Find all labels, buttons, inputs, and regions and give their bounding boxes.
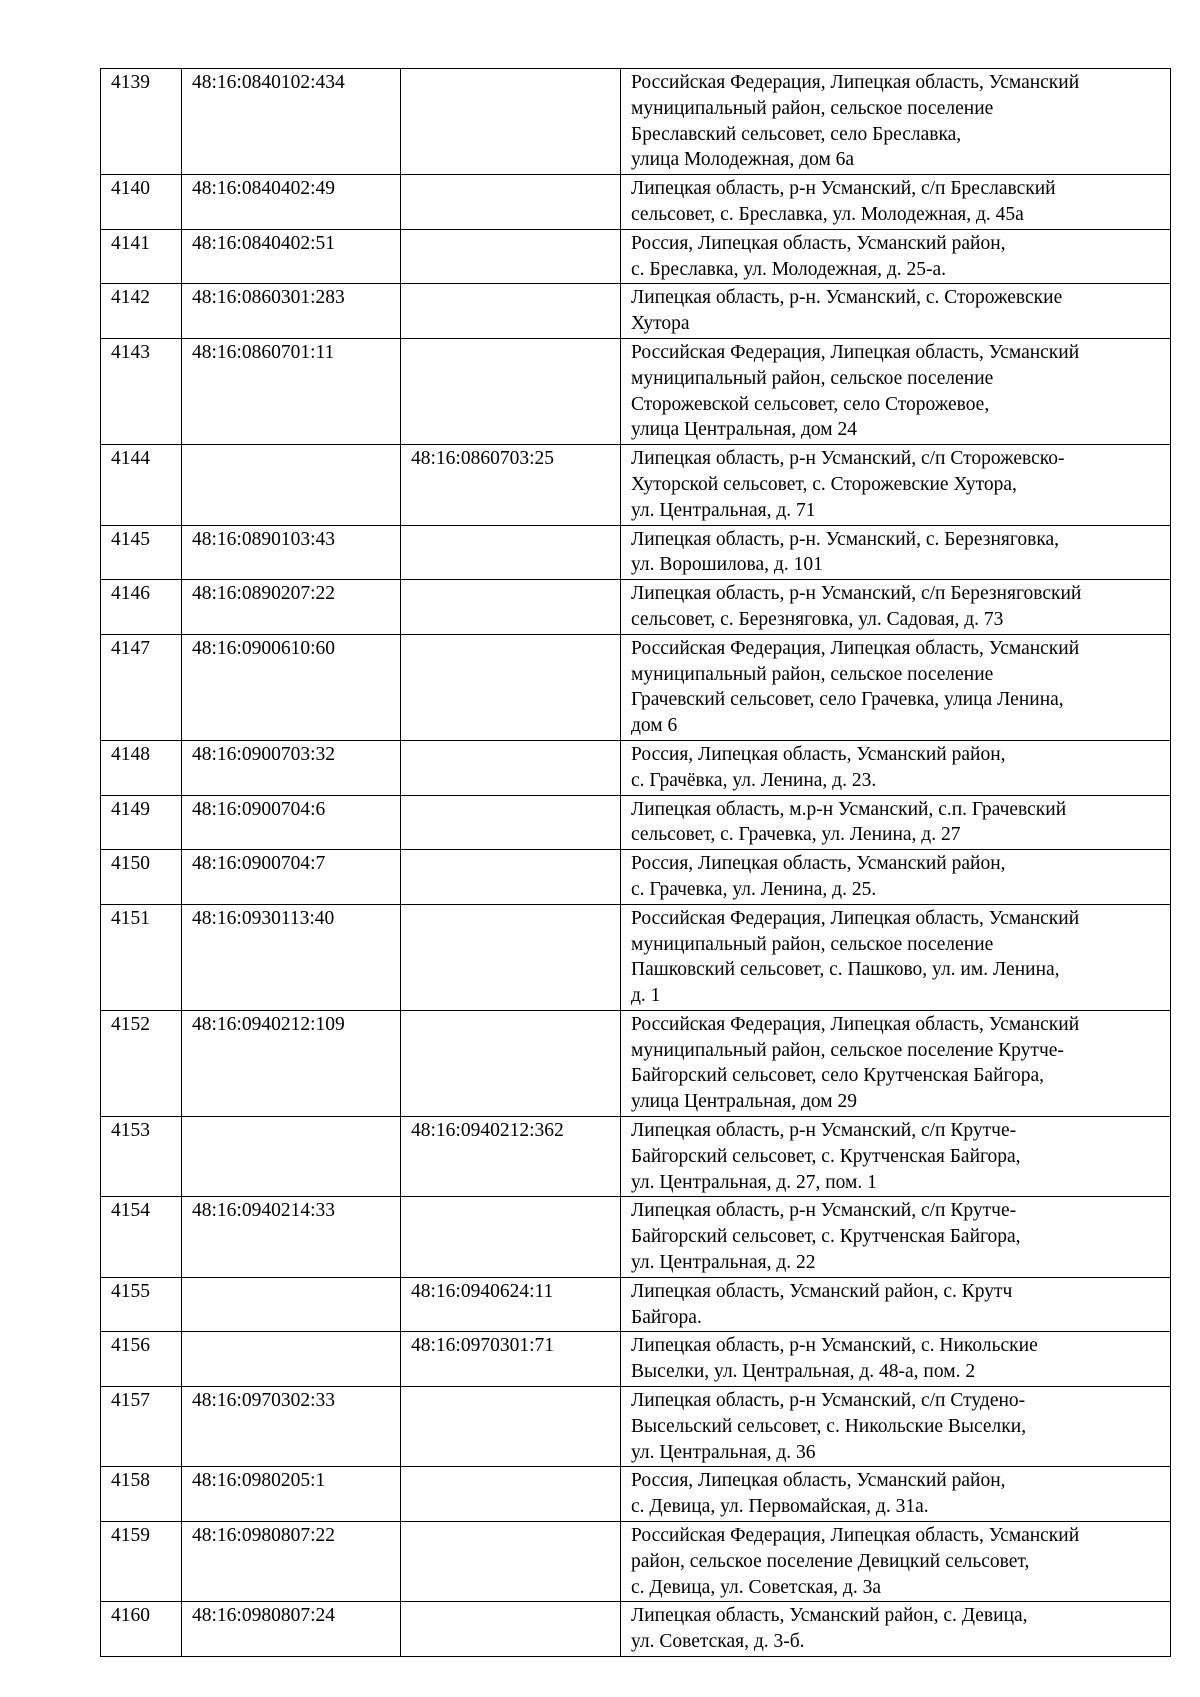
table-row [101,580,1171,635]
address: Липецкая область, р-н Усманский, с/п Крутче- Байгорский сельсовет, с. Крутченская Байгора, ул. Центральная, д. 27, пом. 1 [621,1117,1171,1197]
table-row [101,850,1171,905]
linked-cadastral-number [401,795,621,850]
address: Липецкая область, р-н Усманский, с/п Сторожевско- Хуторской сельсовет, с. Сторожевские Хутора, ул. Центральная, д. 71 [621,445,1171,525]
row-number: 4158 [101,1467,182,1522]
table-row [101,740,1171,795]
table-row [101,1387,1171,1467]
row-number: 4144 [101,445,182,525]
address: Россия, Липецкая область, Усманский район, с. Грачёвка, ул. Ленина, д. 23. [621,740,1171,795]
cadastral-number: 48:16:0840402:51 [182,229,401,284]
row-number: 4139 [101,69,182,175]
table-row [101,1602,1171,1657]
address: Липецкая область, р-н. Усманский, с. Сторожевские Хутора [621,284,1171,339]
address: Российская Федерация, Липецкая область, Усманский муниципальный район, сельское поселение Сторожевской сельсовет, село Сторожевое, улица Центральная, дом 24 [621,338,1171,444]
cadastral-number: 48:16:0900704:6 [182,795,401,850]
table-row [101,1117,1171,1197]
row-number: 4153 [101,1117,182,1197]
cadastral-number: 48:16:0940214:33 [182,1197,401,1277]
linked-cadastral-number [401,1467,621,1522]
row-number: 4146 [101,580,182,635]
address: Российская Федерация, Липецкая область, Усманский муниципальный район, сельское поселение Бреславский сельсовет, село Бреславка, улица Молодежная, дом 6а [621,69,1171,175]
table-row [101,69,1171,175]
linked-cadastral-number: 48:16:0860703:25 [401,445,621,525]
row-number: 4151 [101,904,182,1010]
cadastral-number: 48:16:0900703:32 [182,740,401,795]
row-number: 4150 [101,850,182,905]
table-row [101,175,1171,230]
row-number: 4154 [101,1197,182,1277]
linked-cadastral-number [401,580,621,635]
address: Российская Федерация, Липецкая область, Усманский муниципальный район, сельское поселение Грачевский сельсовет, село Грачевка, улица Ленина, дом 6 [621,634,1171,740]
table-row [101,904,1171,1010]
linked-cadastral-number [401,904,621,1010]
row-number: 4140 [101,175,182,230]
cadastral-number: 48:16:0840402:49 [182,175,401,230]
table-row [101,445,1171,525]
cadastral-number: 48:16:0900610:60 [182,634,401,740]
row-number: 4155 [101,1277,182,1332]
row-number: 4143 [101,338,182,444]
row-number: 4159 [101,1522,182,1602]
linked-cadastral-number [401,284,621,339]
address: Российская Федерация, Липецкая область, Усманский муниципальный район, сельское поселение Крутче- Байгорский сельсовет, село Крутченская Байгора, улица Центральная, дом 29 [621,1010,1171,1116]
cadastral-number [182,1277,401,1332]
linked-cadastral-number [401,1387,621,1467]
address: Липецкая область, р-н Усманский, с/п Бреславский сельсовет, с. Бреславка, ул. Молодежная, д. 45а [621,175,1171,230]
row-number: 4147 [101,634,182,740]
cadastral-number: 48:16:0900704:7 [182,850,401,905]
linked-cadastral-number [401,175,621,230]
linked-cadastral-number [401,1522,621,1602]
table-row [101,229,1171,284]
address: Российская Федерация, Липецкая область, Усманский муниципальный район, сельское поселение Пашковский сельсовет, с. Пашково, ул. им. Ленина, д. 1 [621,904,1171,1010]
address: Россия, Липецкая область, Усманский район, с. Девица, ул. Первомайская, д. 31а. [621,1467,1171,1522]
row-number: 4149 [101,795,182,850]
address: Россия, Липецкая область, Усманский район, с. Грачевка, ул. Ленина, д. 25. [621,850,1171,905]
cadastral-number: 48:16:0940212:109 [182,1010,401,1116]
cadastral-number [182,1332,401,1387]
row-number: 4156 [101,1332,182,1387]
row-number: 4148 [101,740,182,795]
address: Липецкая область, Усманский район, с. Крутч Байгора. [621,1277,1171,1332]
table-row [101,1522,1171,1602]
cadastral-number [182,445,401,525]
linked-cadastral-number: 48:16:0940624:11 [401,1277,621,1332]
table-row [101,634,1171,740]
row-number: 4145 [101,525,182,580]
cadastral-number: 48:16:0840102:434 [182,69,401,175]
row-number: 4141 [101,229,182,284]
row-number: 4160 [101,1602,182,1657]
row-number: 4157 [101,1387,182,1467]
table-row [101,525,1171,580]
address: Липецкая область, Усманский район, с. Девица, ул. Советская, д. 3-б. [621,1602,1171,1657]
address: Россия, Липецкая область, Усманский район, с. Бреславка, ул. Молодежная, д. 25-а. [621,229,1171,284]
address: Липецкая область, р-н Усманский, с/п Крутче- Байгорский сельсовет, с. Крутченская Байгора, ул. Центральная, д. 22 [621,1197,1171,1277]
linked-cadastral-number [401,525,621,580]
cadastral-number: 48:16:0930113:40 [182,904,401,1010]
table-row [101,1010,1171,1116]
cadastral-number: 48:16:0890103:43 [182,525,401,580]
row-number: 4152 [101,1010,182,1116]
address: Липецкая область, р-н Усманский, с. Никольские Выселки, ул. Центральная, д. 48-а, пом. 2 [621,1332,1171,1387]
table-row [101,795,1171,850]
address: Липецкая область, м.р-н Усманский, с.п. Грачевский сельсовет, с. Грачевка, ул. Ленина, д. 27 [621,795,1171,850]
table-row [101,1467,1171,1522]
table-row [101,1197,1171,1277]
cadastral-number: 48:16:0970302:33 [182,1387,401,1467]
cadastral-number: 48:16:0980205:1 [182,1467,401,1522]
address: Липецкая область, р-н Усманский, с/п Березняговский сельсовет, с. Березняговка, ул. Садовая, д. 73 [621,580,1171,635]
table-row [101,1332,1171,1387]
address: Российская Федерация, Липецкая область, Усманский район, сельское поселение Девицкий сельсовет, с. Девица, ул. Советская, д. 3а [621,1522,1171,1602]
table-row [101,284,1171,339]
linked-cadastral-number: 48:16:0970301:71 [401,1332,621,1387]
address: Липецкая область, р-н. Усманский, с. Березняговка, ул. Ворошилова, д. 101 [621,525,1171,580]
linked-cadastral-number [401,634,621,740]
linked-cadastral-number: 48:16:0940212:362 [401,1117,621,1197]
document-page [100,68,1170,1657]
linked-cadastral-number [401,1197,621,1277]
table-row [101,1277,1171,1332]
cadastral-number: 48:16:0860701:11 [182,338,401,444]
linked-cadastral-number [401,229,621,284]
registry-table-body [101,69,1171,1657]
registry-table [100,68,1171,1657]
cadastral-number: 48:16:0860301:283 [182,284,401,339]
address: Липецкая область, р-н Усманский, с/п Студено- Высельский сельсовет, с. Никольские Выселки, ул. Центральная, д. 36 [621,1387,1171,1467]
linked-cadastral-number [401,1602,621,1657]
linked-cadastral-number [401,338,621,444]
cadastral-number [182,1117,401,1197]
cadastral-number: 48:16:0980807:22 [182,1522,401,1602]
table-row [101,338,1171,444]
row-number: 4142 [101,284,182,339]
linked-cadastral-number [401,1010,621,1116]
linked-cadastral-number [401,69,621,175]
linked-cadastral-number [401,850,621,905]
linked-cadastral-number [401,740,621,795]
cadastral-number: 48:16:0980807:24 [182,1602,401,1657]
cadastral-number: 48:16:0890207:22 [182,580,401,635]
